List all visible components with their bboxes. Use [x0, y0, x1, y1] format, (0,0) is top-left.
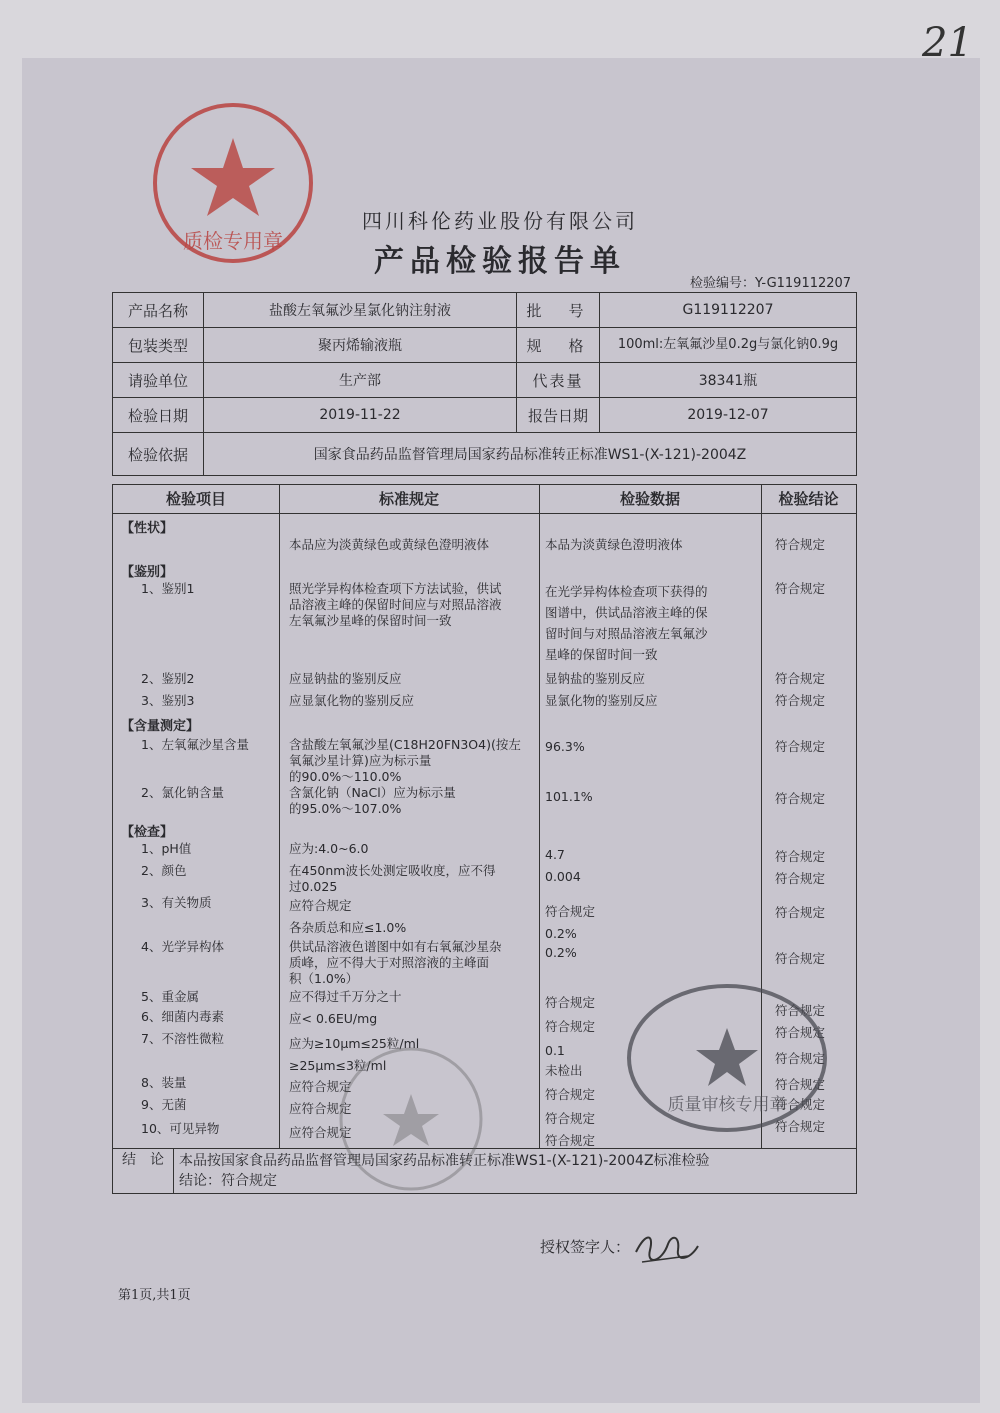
- ck6-data: 符合规定: [545, 1019, 596, 1034]
- ck10-data: 符合规定: [545, 1133, 596, 1148]
- id1-data-line: 星峰的保留时间一致: [545, 647, 658, 662]
- ck8-std: 应符合规定: [289, 1079, 352, 1094]
- conclusion-line2: 结论：符合规定: [179, 1173, 277, 1189]
- ck6-std: 应< 0.6EU/mg: [289, 1011, 378, 1026]
- id2-item: 2、鉴别2: [141, 671, 195, 686]
- ck8-item: 8、装量: [141, 1075, 187, 1090]
- id1-item: 1、鉴别1: [141, 581, 195, 596]
- as2-std-line: 含氯化钠（NaCl）应为标示量: [289, 785, 456, 800]
- id1-result: 符合规定: [775, 581, 826, 596]
- company-name: 四川科伦药业股份有限公司: [362, 209, 638, 233]
- ck3-data-line: 0.2%: [545, 926, 577, 941]
- report-date-label: 报告日期: [517, 398, 600, 433]
- inspect-date-label: 检验日期: [113, 398, 204, 433]
- ck3-data-line: 符合规定: [545, 904, 596, 919]
- ck9-data: 符合规定: [545, 1111, 596, 1126]
- basis-value: 国家食品药品监督管理局国家药品标准转正标准WS1-(X-121)-2004Z: [204, 433, 857, 476]
- page-footer: 第1页,共1页: [118, 1288, 191, 1303]
- ck3-data: [545, 901, 595, 945]
- col-result: 检验结论: [778, 490, 839, 508]
- as2-std-line: 的95.0%～107.0%: [289, 801, 402, 816]
- spec-value: 100ml:左氧氟沙星0.2g与氯化钠0.9g: [600, 328, 857, 363]
- qty-value: 38341瓶: [600, 363, 857, 398]
- col-data: 检验数据: [619, 490, 680, 508]
- ck4-std-line: 供试品溶液色谱图中如有右氧氟沙星杂: [289, 939, 502, 954]
- product-label: 产品名称: [113, 293, 204, 328]
- ck10-result: 符合规定: [775, 1119, 826, 1134]
- ck3-std-line: 各杂质总和应≤1.0%: [289, 920, 407, 935]
- appearance-data: 本品为淡黄绿色澄明液体: [545, 537, 683, 552]
- ck7-data: [545, 1041, 583, 1081]
- as2-std: [289, 785, 456, 817]
- header-row: [113, 363, 857, 398]
- batch-value: G119112207: [600, 293, 857, 328]
- ck7-std-line: ≥25μm≤3粒/ml: [289, 1058, 387, 1073]
- conclusion-line1: 本品按国家食品药品监督管理局国家药品标准转正标准WS1-(X-121)-2004Z标准检验: [179, 1153, 710, 1169]
- section-identify: 【鉴别】: [121, 565, 174, 580]
- ck5-std: 应不得过千万分之十: [289, 989, 402, 1004]
- ck8-data: 符合规定: [545, 1087, 596, 1102]
- section-appearance: 【性状】: [121, 521, 174, 536]
- ck2-std-line: 过0.025: [289, 879, 338, 894]
- basis-label: 检验依据: [113, 433, 204, 476]
- ck2-std-line: 在450nm波长处测定吸收度，应不得: [289, 863, 496, 878]
- col-divider: [539, 485, 540, 1148]
- ck9-item: 9、无菌: [141, 1097, 187, 1112]
- id1-data-line: 在光学异构体检查项下获得的: [545, 584, 708, 599]
- id1-data: [545, 581, 708, 665]
- id3-std: 应显氯化物的鉴别反应: [289, 693, 415, 708]
- ck5-item: 5、重金属: [141, 989, 199, 1004]
- id3-item: 3、鉴别3: [141, 693, 195, 708]
- id1-std-line: 左氧氟沙星峰的保留时间一致: [289, 613, 452, 628]
- appearance-result: 符合规定: [775, 537, 826, 552]
- report-date-value: 2019-12-07: [600, 398, 857, 433]
- ck3-result: 符合规定: [775, 905, 826, 920]
- inspect-date-value: 2019-11-22: [204, 398, 517, 433]
- header-row: [113, 433, 857, 476]
- id3-data: 显氯化物的鉴别反应: [545, 693, 658, 708]
- dept-label: 请验单位: [113, 363, 204, 398]
- col-standard: 标准规定: [378, 490, 439, 508]
- ck8-result: 符合规定: [775, 1077, 826, 1092]
- as1-std-line: 的90.0%～110.0%: [289, 769, 402, 784]
- id1-std-line: 照光学异构体检查项下方法试验，供试: [289, 581, 502, 596]
- ck4-std: [289, 939, 502, 987]
- as2-result: 符合规定: [775, 791, 826, 806]
- as1-std: [289, 737, 521, 785]
- conclusion-label: 结 论: [113, 1148, 174, 1194]
- as1-data: 96.3%: [545, 739, 585, 754]
- ck10-std: 应符合规定: [289, 1125, 352, 1140]
- id1-std-line: 品溶液主峰的保留时间应与对照品溶液: [289, 597, 502, 612]
- handwritten-signature: [628, 1222, 708, 1272]
- header-row: [113, 293, 857, 328]
- ck7-item: 7、不溶性微粒: [141, 1031, 224, 1046]
- ck7-data-line: 0.1: [545, 1043, 565, 1058]
- ck2-data: 0.004: [545, 869, 581, 884]
- ck4-std-line: 积（1.0%）: [289, 971, 359, 986]
- as1-std-line: 含盐酸左氧氟沙星(C18H20FN3O4)(按左: [289, 737, 521, 752]
- col-item: 检验项目: [165, 490, 226, 508]
- as2-item: 2、氯化钠含量: [141, 785, 224, 800]
- ck1-std: 应为:4.0~6.0: [289, 841, 369, 856]
- pack-value: 聚丙烯输液瓶: [204, 328, 517, 363]
- page-title: 产品检验报告单: [374, 244, 626, 279]
- ck4-item: 4、光学异构体: [141, 939, 224, 954]
- col-divider: [279, 485, 280, 1148]
- ck10-item: 10、可见异物: [141, 1121, 220, 1136]
- id1-data-line: 留时间与对照品溶液左氧氟沙: [545, 626, 708, 641]
- id1-std: [289, 581, 502, 629]
- product-value: 盐酸左氧氟沙星氯化钠注射液: [204, 293, 517, 328]
- batch-label: 批 号: [517, 293, 600, 328]
- distributor-seal-stamp: [622, 978, 832, 1138]
- id3-result: 符合规定: [775, 693, 826, 708]
- svg-text:质检专用章: 质检专用章: [183, 229, 283, 253]
- ck6-item: 6、细菌内毒素: [141, 1009, 224, 1024]
- as2-data: 101.1%: [545, 789, 593, 804]
- as1-std-line: 氧氟沙星计算)应为标示量: [289, 753, 432, 768]
- row-divider: [113, 513, 856, 514]
- appearance-std: 本品应为淡黄绿色或黄绿色澄明液体: [289, 537, 490, 552]
- company-seal-stamp: [326, 1044, 496, 1194]
- id2-data: 显钠盐的鉴别反应: [545, 671, 646, 686]
- ck2-result: 符合规定: [775, 871, 826, 886]
- ck1-item: 1、pH值: [141, 841, 192, 856]
- as1-result: 符合规定: [775, 739, 826, 754]
- section-assay: 【含量测定】: [121, 719, 200, 734]
- ck3-item: 3、有关物质: [141, 895, 212, 910]
- signer-label: 授权签字人：: [540, 1238, 631, 1256]
- ck5-data: 符合规定: [545, 995, 596, 1010]
- header-row: [113, 328, 857, 363]
- report-number: 检验编号：Y-G119112207: [690, 276, 852, 291]
- ck4-data: 0.2%: [545, 945, 577, 960]
- ck3-std-line: 应符合规定: [289, 898, 352, 913]
- ck9-result: 符合规定: [775, 1097, 826, 1112]
- spec-label: 规 格: [517, 328, 600, 363]
- ck4-result: 符合规定: [775, 951, 826, 966]
- ck2-std: [289, 863, 495, 895]
- id2-std: 应显钠盐的鉴别反应: [289, 671, 402, 686]
- ck7-result: 符合规定: [775, 1051, 826, 1066]
- ck1-result: 符合规定: [775, 849, 826, 864]
- section-check: 【检查】: [121, 825, 174, 840]
- ck5-result: 符合规定: [775, 1003, 826, 1018]
- header-table: [112, 292, 857, 476]
- qty-label: 代表量: [517, 363, 600, 398]
- ck3-std: [289, 895, 406, 939]
- ck6-result: 符合规定: [775, 1025, 826, 1040]
- ck1-data: 4.7: [545, 847, 565, 862]
- ck4-std-line: 质峰，应不得大于对照溶液的主峰面: [289, 955, 490, 970]
- id1-data-line: 图谱中，供试品溶液主峰的保: [545, 605, 708, 620]
- as1-item: 1、左氧氟沙星含量: [141, 737, 249, 752]
- ck9-std: 应符合规定: [289, 1101, 352, 1116]
- ck7-data-line: 未检出: [545, 1063, 583, 1078]
- pack-label: 包装类型: [113, 328, 204, 363]
- svg-text:质量审核专用章: 质量审核专用章: [667, 1095, 787, 1115]
- id2-result: 符合规定: [775, 671, 826, 686]
- header-row: [113, 398, 857, 433]
- ck2-item: 2、颜色: [141, 863, 187, 878]
- dept-value: 生产部: [204, 363, 517, 398]
- handwritten-page-number: 21: [922, 20, 973, 66]
- ck7-std-line: 应为≥10μm≤25粒/ml: [289, 1036, 420, 1051]
